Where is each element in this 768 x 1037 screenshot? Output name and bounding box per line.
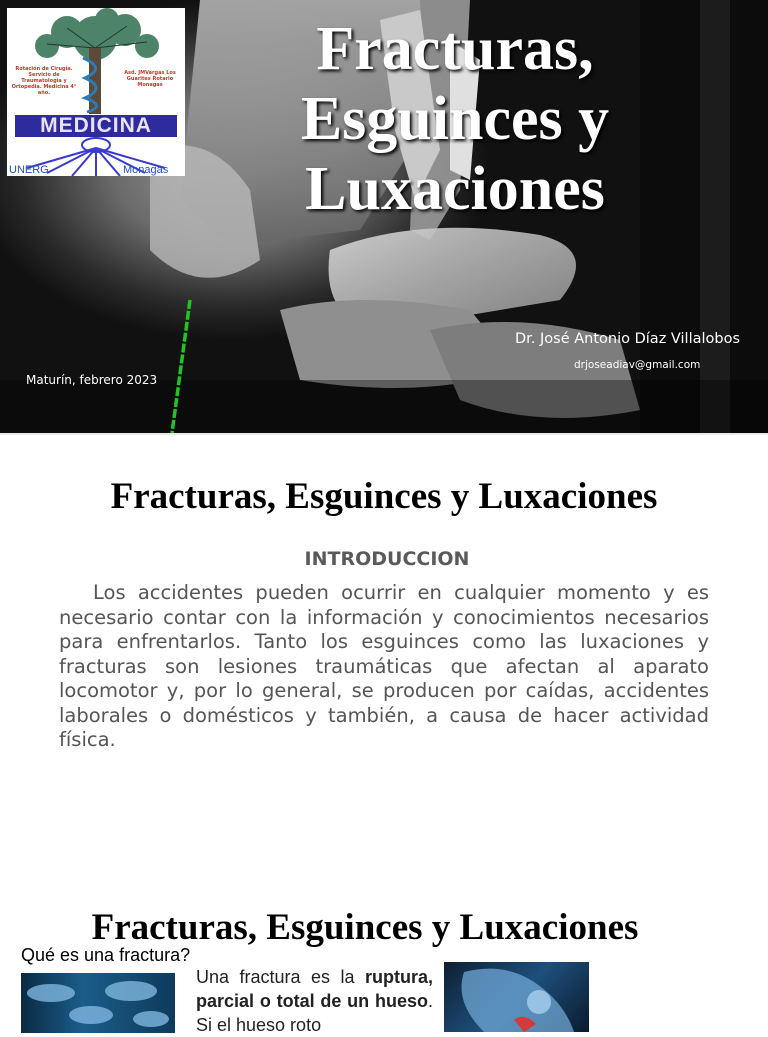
intro-paragraph xyxy=(59,581,709,753)
logo-unerg: UNERG xyxy=(9,164,49,176)
slide-divider xyxy=(0,433,768,435)
author-email: drjoseadiav@gmail.com xyxy=(574,359,701,371)
fracture-question: Qué es una fractura? xyxy=(21,945,191,965)
pelvis-image xyxy=(444,962,589,1032)
def-text-bold: ruptura, parcial o total de un hueso xyxy=(196,967,433,1011)
def-text-1: Una fractura es la xyxy=(196,967,365,987)
author-name: Dr. José Antonio Díaz Villalobos xyxy=(515,331,741,347)
university-logo xyxy=(7,8,185,176)
logo-monagas: Monagas xyxy=(123,164,169,176)
fracture-definition xyxy=(196,965,433,1037)
cover-title: Fracturas, Esguinces y Luxaciones xyxy=(300,15,610,223)
def-text-2: . Si el hueso roto xyxy=(196,991,433,1035)
logo-left-caption: Rotación de Cirugía. Servicio de Traumatología y Ortopedia. Medicina 4° año. xyxy=(11,66,77,96)
intro-text: Los accidentes pueden ocurrir en cualquier momento y es necesario contar con la información y conocimientos necesarios para enfrentarlos. Tanto los esguinces como las luxaciones y fracturas son lesiones traumáticas que afectan al aparato locomotor y, por lo general, se producen por caídas, accidentes laborales o domésticos y también, a causa de hacer actividad física. xyxy=(59,581,709,751)
slide2-title: Fracturas, Esguinces y Luxaciones xyxy=(110,476,658,517)
logo-right-caption: Asd. JMVargas Los Guarites Rotario Monagas xyxy=(124,70,176,88)
logo-brand: MEDICINA xyxy=(15,115,177,137)
cover-slide xyxy=(0,0,768,433)
spine-image xyxy=(21,973,175,1033)
place-date: Maturín, febrero 2023 xyxy=(26,373,158,387)
slide3-title: Fracturas, Esguinces y Luxaciones xyxy=(91,907,639,948)
intro-heading: INTRODUCCION xyxy=(304,548,470,570)
